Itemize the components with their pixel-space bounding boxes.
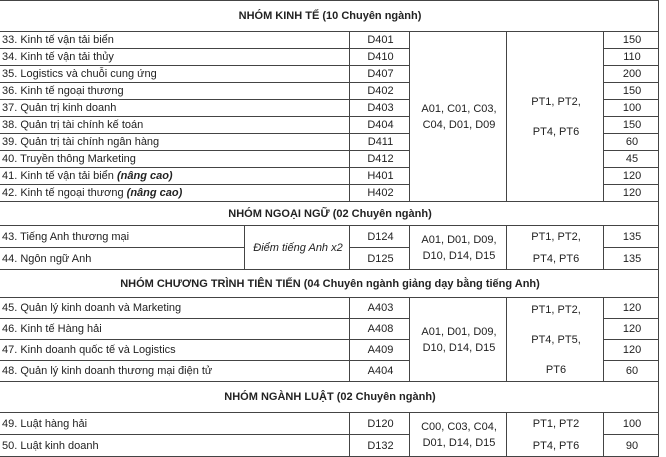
quota: 120: [604, 298, 659, 319]
quota: 60: [604, 361, 659, 382]
major-code: D401: [350, 32, 410, 49]
table-row: [0, 298, 659, 319]
major-name: 41. Kinh tế vận tải biển (nâng cao): [0, 168, 350, 185]
major-code: D407: [350, 66, 410, 83]
major-code: D124: [350, 226, 410, 248]
quota: 100: [604, 413, 659, 435]
major-name: 37. Quản trị kinh doanh: [0, 100, 350, 117]
quota: 135: [604, 248, 659, 270]
quota: 200: [604, 66, 659, 83]
subject-combinations: A01, C01, C03, C04, D01, D09: [410, 32, 507, 202]
major-name: 42. Kinh tế ngoại thương (nâng cao): [0, 185, 350, 202]
quota: 150: [604, 32, 659, 49]
quota: 120: [604, 168, 659, 185]
major-code: D125: [350, 248, 410, 270]
quota: 45: [604, 151, 659, 168]
quota: 120: [604, 185, 659, 202]
major-name: 38. Quản trị tài chính kế toán: [0, 117, 350, 134]
table-row: [0, 226, 659, 248]
major-name: 35. Logistics và chuỗi cung ứng: [0, 66, 350, 83]
major-name: 46. Kinh tế Hàng hải: [0, 319, 350, 340]
major-code: A403: [350, 298, 410, 319]
quota: 120: [604, 340, 659, 361]
quota: 150: [604, 117, 659, 134]
quota: 110: [604, 49, 659, 66]
major-code: A404: [350, 361, 410, 382]
group-title: NHÓM NGÀNH LUẬT (02 Chuyên ngành): [0, 382, 659, 413]
major-code: D404: [350, 117, 410, 134]
major-name: 33. Kinh tế vận tải biển: [0, 32, 350, 49]
advanced-tag: (nâng cao): [116, 170, 173, 182]
advanced-tag: (nâng cao): [126, 187, 183, 199]
admission-methods: PT1, PT2, PT4, PT6: [507, 32, 604, 202]
quota: 90: [604, 435, 659, 457]
quota: 120: [604, 319, 659, 340]
table-row: [0, 413, 659, 435]
group-header-advanced-programs: [0, 270, 659, 298]
subject-combinations: A01, D01, D09, D10, D14, D15: [410, 226, 507, 270]
major-code: D410: [350, 49, 410, 66]
group-header-economics: [0, 1, 659, 32]
major-name: 47. Kinh doanh quốc tế và Logistics: [0, 340, 350, 361]
major-code: H401: [350, 168, 410, 185]
major-code: D412: [350, 151, 410, 168]
major-name: 36. Kinh tế ngoại thương: [0, 83, 350, 100]
major-name: 39. Quản trị tài chính ngân hàng: [0, 134, 350, 151]
major-name: 45. Quản lý kinh doanh và Marketing: [0, 298, 350, 319]
major-name: 44. Ngôn ngữ Anh: [0, 248, 245, 270]
major-code: A409: [350, 340, 410, 361]
group-title: NHÓM CHƯƠNG TRÌNH TIÊN TIẾN (04 Chuyên ngành giảng dạy bằng tiếng Anh): [0, 270, 659, 298]
major-code: D132: [350, 435, 410, 457]
group-header-languages: [0, 202, 659, 226]
major-code: H402: [350, 185, 410, 202]
quota: 135: [604, 226, 659, 248]
major-code: D411: [350, 134, 410, 151]
major-code: D403: [350, 100, 410, 117]
major-code: D120: [350, 413, 410, 435]
subject-combinations: C00, C03, C04, D01, D14, D15: [410, 413, 507, 457]
quota: 100: [604, 100, 659, 117]
major-name: 48. Quản lý kinh doanh thương mại điện tử: [0, 361, 350, 382]
major-name: 40. Truyền thông Marketing: [0, 151, 350, 168]
group-title: NHÓM KINH TẾ (10 Chuyên ngành): [0, 1, 659, 32]
major-name: 34. Kinh tế vận tải thủy: [0, 49, 350, 66]
admission-methods: PT1, PT2, PT4, PT5, PT6: [507, 298, 604, 382]
quota: 150: [604, 83, 659, 100]
english-weight-note: Điểm tiếng Anh x2: [245, 226, 350, 270]
major-name: 49. Luật hàng hải: [0, 413, 350, 435]
admission-methods: PT1, PT2, PT4, PT6: [507, 226, 604, 270]
group-title: NHÓM NGOẠI NGỮ (02 Chuyên ngành): [0, 202, 659, 226]
subject-combinations: A01, D01, D09, D10, D14, D15: [410, 298, 507, 382]
quota: 60: [604, 134, 659, 151]
major-code: A408: [350, 319, 410, 340]
major-code: D402: [350, 83, 410, 100]
table-row: [0, 32, 659, 49]
major-name: 50. Luật kinh doanh: [0, 435, 350, 457]
group-header-law: [0, 382, 659, 413]
admission-methods: PT1, PT2 PT4, PT6: [507, 413, 604, 457]
major-name: 43. Tiếng Anh thương mại: [0, 226, 245, 248]
